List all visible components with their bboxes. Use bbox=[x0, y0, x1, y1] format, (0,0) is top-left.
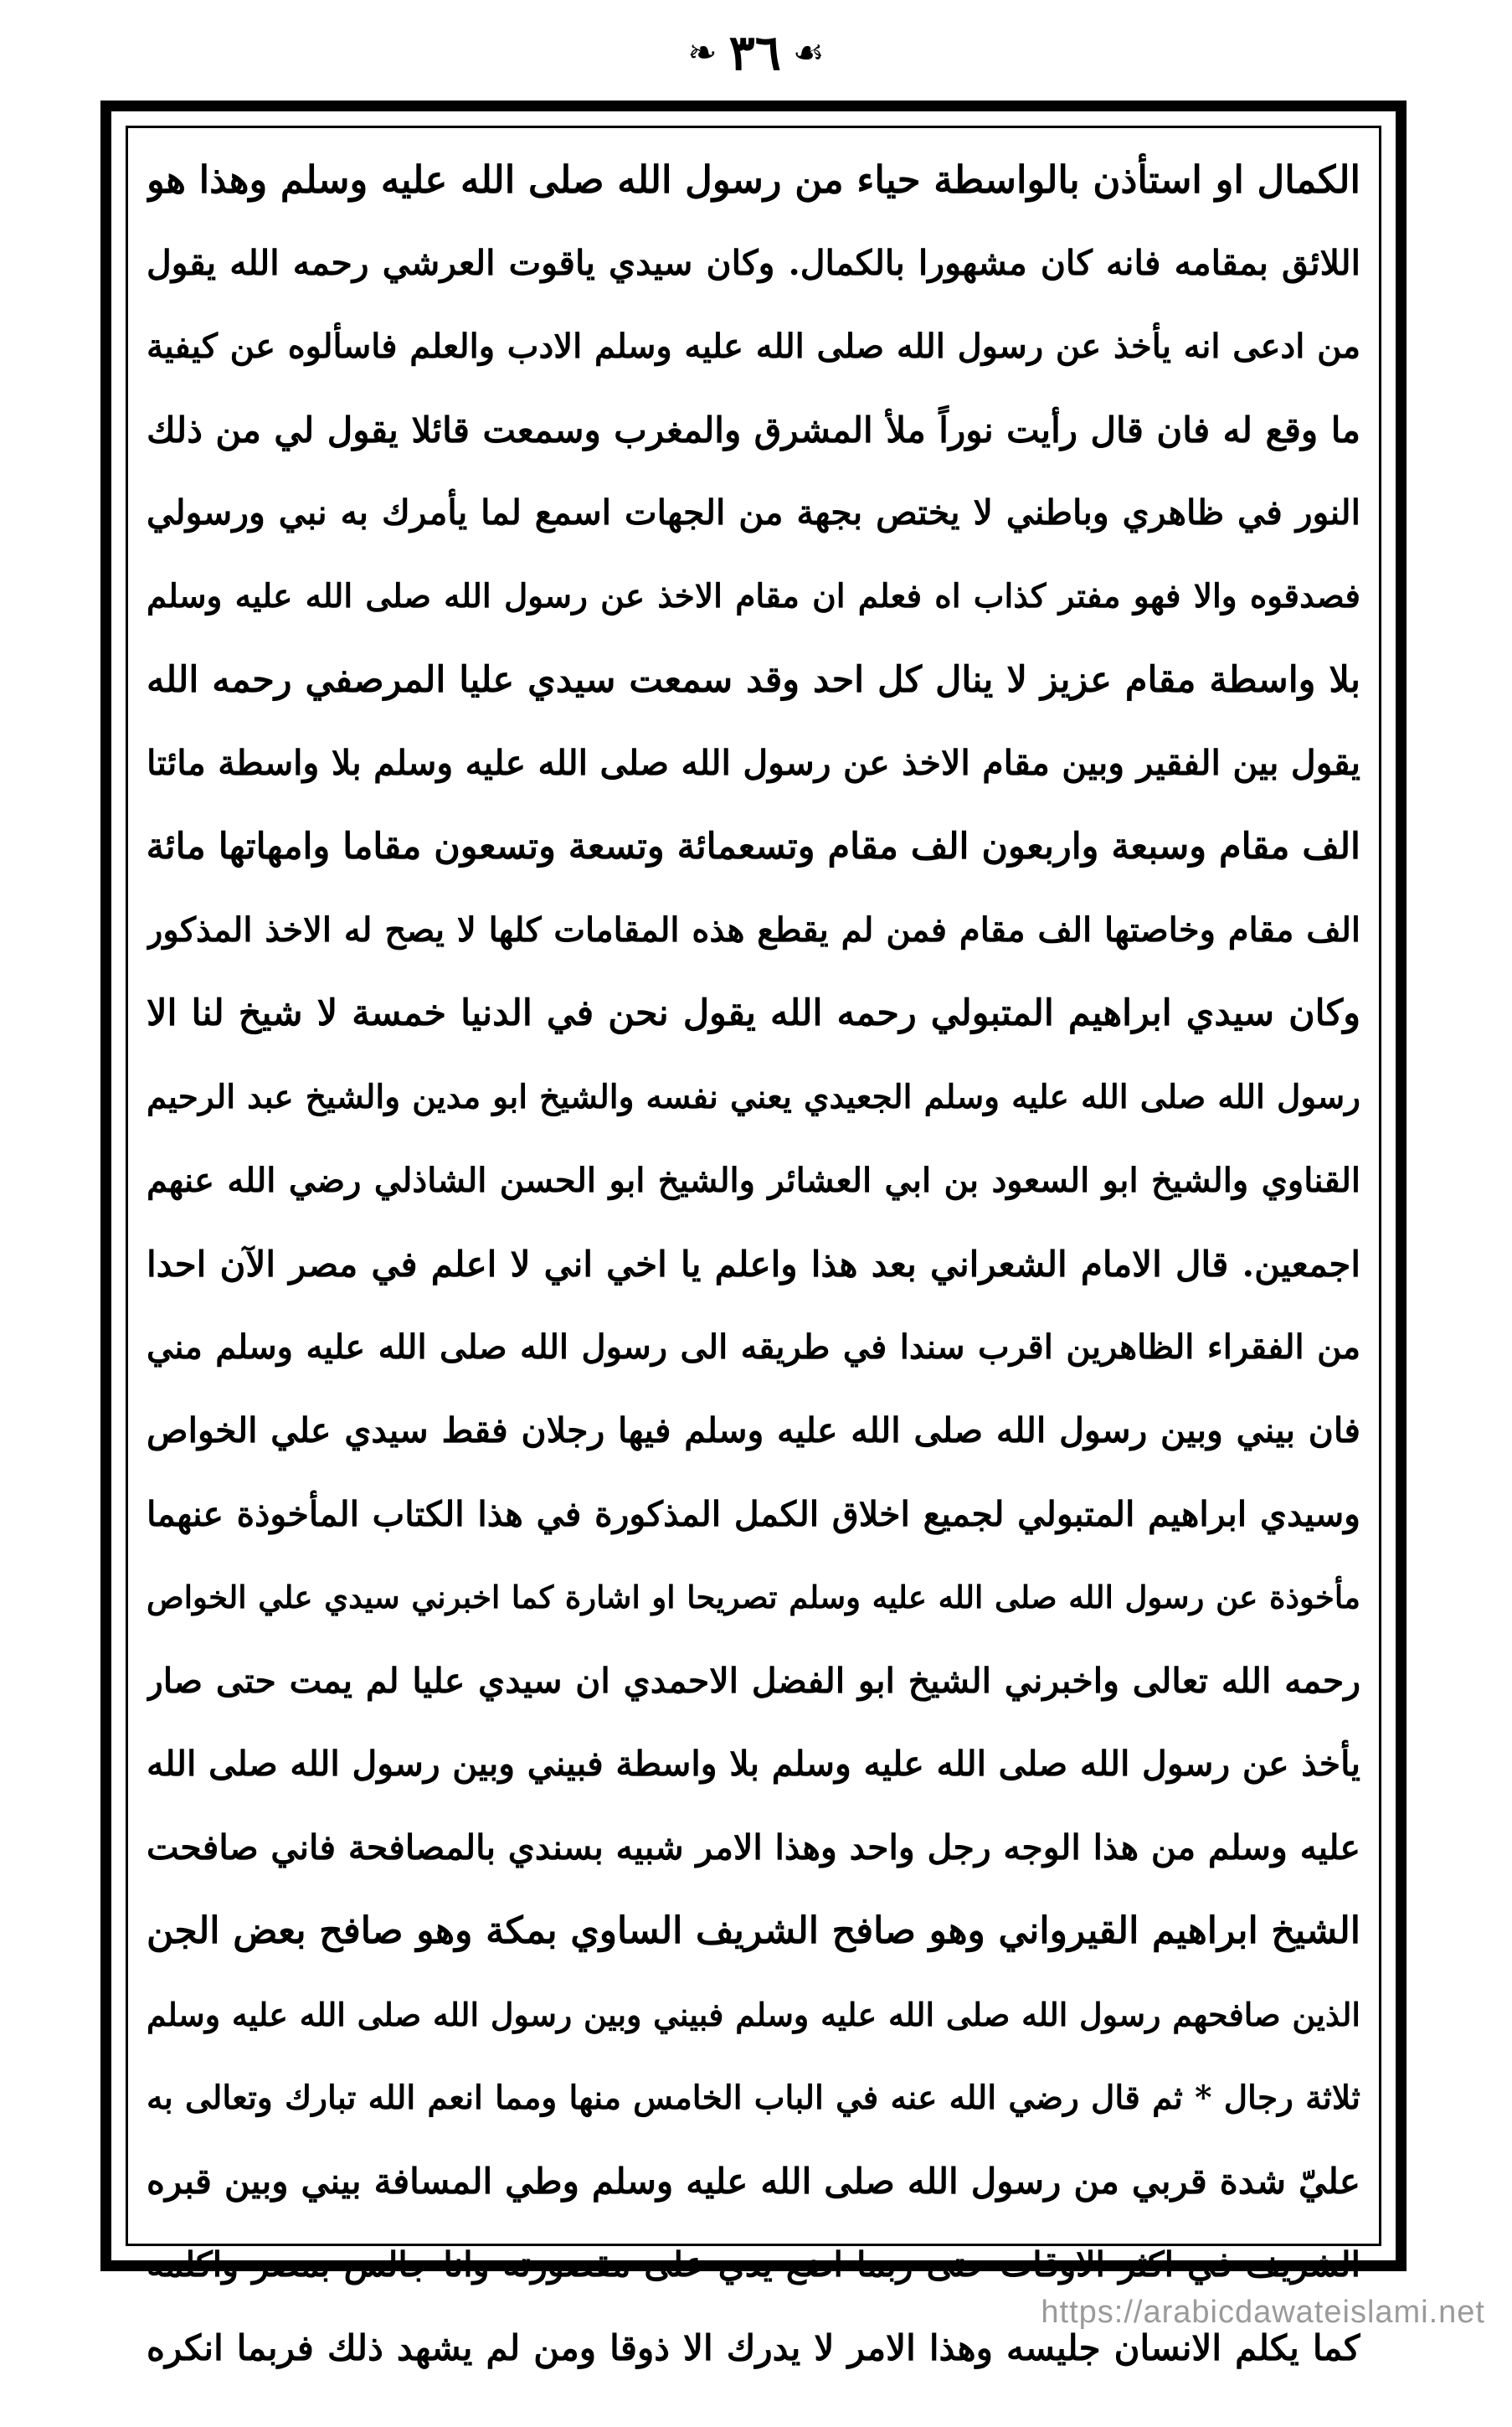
text-line: يأخذ عن رسول الله صلى الله عليه وسلم بلا واسطة فبيني وبين رسول الله صلى الله bbox=[147, 1744, 1360, 1785]
text-line: فصدقوه والا فهو مفتر كذاب اه فعلم ان مقام الاخذ عن رسول الله صلى الله عليه وسلم bbox=[147, 576, 1360, 616]
text-line: اجمعين. قال الامام الشعراني بعد هذا واعلم يا اخي اني لا اعلم في مصر الآن احدا bbox=[147, 1243, 1360, 1285]
text-line: وكان سيدي ابراهيم المتبولي رحمه الله يقول نحن في الدنيا خمسة لا شيخ لنا الا bbox=[147, 992, 1360, 1034]
text-line: مأخوذة عن رسول الله صلى الله عليه وسلم تصريحا او اشارة كما اخبرني سيدي علي الخواص bbox=[147, 1579, 1360, 1616]
text-line: اللائق بمقامه فانه كان مشهورا بالكمال. وكان سيدي ياقوت العرشي رحمه الله يقول bbox=[147, 242, 1360, 283]
page-number: ٣٦ bbox=[728, 24, 781, 81]
text-line: ثلاثة رجال * ثم قال رضي الله عنه في الباب الخامس منها ومما انعم الله تبارك وتعالى به bbox=[147, 2078, 1360, 2117]
text-line: عليه وسلم من هذا الوجه رجل واحد وهذا الامر شبيه بسندي بالمصافحة فاني صافحت bbox=[147, 1827, 1360, 1868]
ornament-right-icon: ☙ bbox=[792, 32, 825, 73]
watermark-url: https://arabicdawateislami.net bbox=[1041, 2295, 1485, 2330]
text-line: كما يكلم الانسان جليسه وهذا الامر لا يدرك الا ذوقا ومن لم يشهد ذلك فربما انكره bbox=[147, 2327, 1360, 2369]
text-line: عليّ شدة قربي من رسول الله صلى الله عليه وسلم وطي المسافة بيني وبين قبره bbox=[147, 2161, 1360, 2203]
text-line: النور في ظاهري وباطني لا يختص بجهة من الجهات اسمع لما يأمرك به نبي ورسولي bbox=[147, 492, 1360, 533]
text-line: الشريف في اكثر الاوقات حتى ربما اضع يدي على مقصورته وانا جالس بمصر واكلمه bbox=[147, 2244, 1360, 2285]
text-line: الكمال او استأذن بالواسطة حياء من رسول الله صلى الله عليه وسلم وهذا هو bbox=[147, 157, 1360, 202]
ornament-left-icon: ❧ bbox=[687, 32, 717, 73]
text-line: يقول بين الفقير وبين مقام الاخذ عن رسول الله صلى الله عليه وسلم بلا واسطة مائتا bbox=[147, 743, 1360, 784]
text-line: من الفقراء الظاهرين اقرب سندا في طريقه الى رسول الله صلى الله عليه وسلم مني bbox=[147, 1327, 1360, 1368]
text-line: ما وقع له فان قال رأيت نوراً ملأ المشرق والمغرب وسمعت قائلا يقول لي من ذلك bbox=[147, 409, 1360, 451]
text-line: رحمه الله تعالى واخبرني الشيخ ابو الفضل الاحمدي ان سيدي عليا لم يمت حتى صار bbox=[147, 1660, 1360, 1701]
text-line: الشيخ ابراهيم القيرواني وهو صافح الشريف الساوي بمكة وهو صافح بعض الجن bbox=[147, 1909, 1360, 1953]
page-header bbox=[0, 15, 1512, 90]
text-line: الف مقام وخاصتها الف مقام فمن لم يقطع هذه المقامات كلها لا يصح له الاخذ المذكور bbox=[147, 910, 1360, 951]
text-line: من ادعى انه يأخذ عن رسول الله صلى الله عليه وسلم الادب والعلم فاسألوه عن كيفية bbox=[147, 327, 1360, 367]
text-line: القناوي والشيخ ابو السعود بن ابي العشائر والشيخ ابو الحسن الشاذلي رضي الله عنهم bbox=[147, 1161, 1360, 1201]
text-line: فان بيني وبين رسول الله صلى الله عليه وسلم فيها رجلان فقط سيدي علي الخواص bbox=[147, 1409, 1360, 1451]
text-line: الف مقام وسبعة واربعون الف مقام وتسعمائة وتسعة وتسعون مقاما وامهاتها مائة bbox=[147, 825, 1360, 868]
text-line: بلا واسطة مقام عزيز لا ينال كل احد وقد سمعت سيدي عليا المرصفي رحمه الله bbox=[147, 658, 1360, 701]
text-line: الذين صافحهم رسول الله صلى الله عليه وسلم فبيني وبين رسول الله صلى الله عليه وسلم bbox=[147, 1996, 1360, 2034]
text-body bbox=[147, 138, 1360, 2390]
text-line: رسول الله صلى الله عليه وسلم الجعيدي يعني نفسه والشيخ ابو مدين والشيخ عبد الرحيم bbox=[147, 1077, 1360, 1116]
text-line: وسيدي ابراهيم المتبولي لجميع اخلاق الكمل المذكورة في هذا الكتاب المأخوذة عنهما bbox=[147, 1493, 1360, 1534]
